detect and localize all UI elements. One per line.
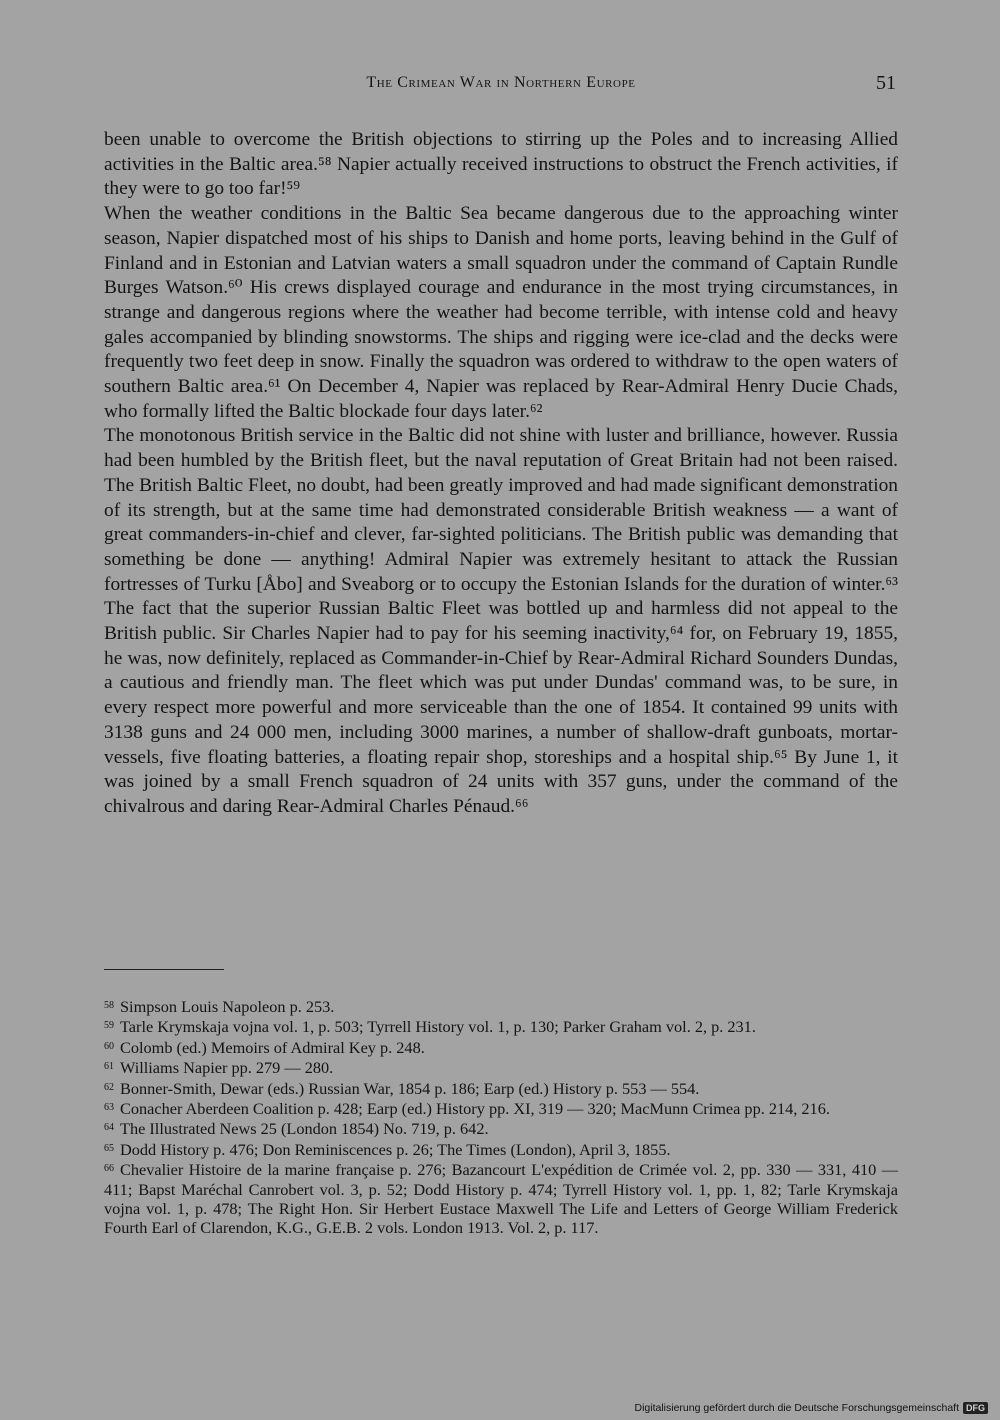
page-header xyxy=(104,74,898,98)
footnote xyxy=(104,1139,898,1159)
footnote-number: 63 xyxy=(104,1102,114,1114)
footnote-separator xyxy=(104,969,224,970)
dfg-logo: DFG xyxy=(963,1402,988,1414)
footnote xyxy=(104,1037,898,1057)
footnote-text: Conacher Aberdeen Coalition p. 428; Earp (ed.) History pp. XI, 319 — 320; MacMunn Crimea pp. 214, 216. xyxy=(120,1099,830,1119)
footnote xyxy=(104,1078,898,1098)
footnote-number: 60 xyxy=(104,1040,114,1052)
paragraph: The monotonous British service in the Baltic did not shine with luster and brilliance, however. Russia had been humbled by the British fleet, but the naval reputation of Great Britain had not been raised. The British Baltic Fleet, no doubt, had been greatly improved and had made significant demonstration of its strength, but at the same time had demonstrated considerable British weakness — a want of great commanders-in-chief and clever, far-sighted politicians. The British public was demanding that something be done — anything! Admiral Napier was extremely hesitant to attack the Russian fortresses of Turku [Åbo] and Sveaborg or to occupy the Estonian Islands for the duration of winter.⁶³ The fact that the superior Russian Baltic Fleet was bottled up and harmless did not appeal to the British public. Sir Charles Napier had to pay for his seeming inactivity,⁶⁴ for, on February 19, 1855, he was, now definitely, replaced as Commander-in-Chief by Rear-Admiral Richard Sounders Dundas, a cautious and friendly man. The fleet which was put under Dundas' command was, to be sure, in every respect more powerful and more serviceable than the one of 1854. It contained 99 units with 3138 guns and 24 000 men, including 3000 marines, a number of shallow-draft gunboats, mortar-vessels, five floating batteries, a floating repair shop, storeships and a hospital ship.⁶⁵ By June 1, it was joined by a small French squadron of 24 units with 357 guns, under the command of the chivalrous and daring Rear-Admiral Charles Pénaud.⁶⁶ xyxy=(104,425,898,817)
footnote-number: 61 xyxy=(104,1061,114,1073)
body-text xyxy=(104,128,898,820)
footnote xyxy=(104,996,898,1016)
page-number: 51 xyxy=(876,72,896,94)
footnote-text: Tarle Krymskaja vojna vol. 1, p. 503; Tyrrell History vol. 1, p. 130; Parker Graham vol. 2, p. 231. xyxy=(120,1017,756,1037)
footnote xyxy=(104,1057,898,1077)
footnote-number: 58 xyxy=(104,1000,114,1011)
footnote-text: Simpson Louis Napoleon p. 253. xyxy=(120,997,335,1016)
footer-text: Digitalisierung gefördert durch die Deutsche Forschungsgemeinschaft xyxy=(634,1402,959,1414)
footnote-text: Williams Napier pp. 279 — 280. xyxy=(120,1058,334,1078)
footnote-number: 59 xyxy=(104,1020,114,1032)
footnotes xyxy=(104,996,898,1238)
footnote-text: Chevalier Histoire de la marine française p. 276; Bazancourt L'expédition de Crimée vol. 2, pp. 330 — 331, 410 — 411; Bapst Maréchal Canrobert vol. 3, p. 52; Dodd History p. 474; Tyrrell History vol. 1, pp. 1, 82; Tarle Krymskaja vojna vol. 1, p. 478; The Right Hon. Sir Herbert Eustace Maxwell The Life and Letters of George William Frederick Fourth Earl of Clarendon, K.G., G.E.B. 2 vols. London 1913. Vol. 2, p. 117. xyxy=(104,1160,898,1238)
footnote-number: 66 xyxy=(104,1163,114,1175)
footnote xyxy=(104,1118,898,1138)
footnote-text: Colomb (ed.) Memoirs of Admiral Key p. 248. xyxy=(120,1037,425,1057)
footnote-text: Bonner-Smith, Dewar (eds.) Russian War, 1854 p. 186; Earp (ed.) History p. 553 — 554. xyxy=(120,1078,700,1098)
footnote xyxy=(104,1159,898,1238)
paragraph: been unable to overcome the British objections to stirring up the Poles and to increasing Allied activities in the Baltic area.⁵⁸ Napier actually received instructions to obstruct the French activities, if they were to go too far!⁵⁹ xyxy=(104,129,898,200)
footnote xyxy=(104,1016,898,1036)
footnote-number: 64 xyxy=(104,1122,114,1134)
digitization-footer xyxy=(634,1402,988,1414)
footnote-text: Dodd History p. 476; Don Reminiscences p. 26; The Times (London), April 3, 1855. xyxy=(120,1139,671,1159)
running-title: The Crimean War in Northern Europe xyxy=(366,74,636,91)
footnote-number: 65 xyxy=(104,1142,114,1154)
footnote xyxy=(104,1098,898,1118)
footnote-text: The Illustrated News 25 (London 1854) No. 719, p. 642. xyxy=(120,1119,489,1139)
footnote-number: 62 xyxy=(104,1081,114,1093)
paragraph: When the weather conditions in the Baltic Sea became dangerous due to the approaching winter season, Napier dispatched most of his ships to Danish and home ports, leaving behind in the Gulf of Finland and in Estonian and Latvian waters a small squadron under the command of Captain Rundle Burges Watson.⁶⁰ His crews displayed courage and endurance in the most trying circumstances, in strange and dangerous regions where the weather had become terrible, with intense cold and heavy gales accompanied by blinding snowstorms. The ships and rigging were ice-clad and the decks were frequently two feet deep in snow. Finally the squadron was ordered to withdraw to the open waters of southern Baltic area.⁶¹ On December 4, Napier was replaced by Rear-Admiral Henry Ducie Chads, who formally lifted the Baltic blockade four days later.⁶² xyxy=(104,203,898,422)
